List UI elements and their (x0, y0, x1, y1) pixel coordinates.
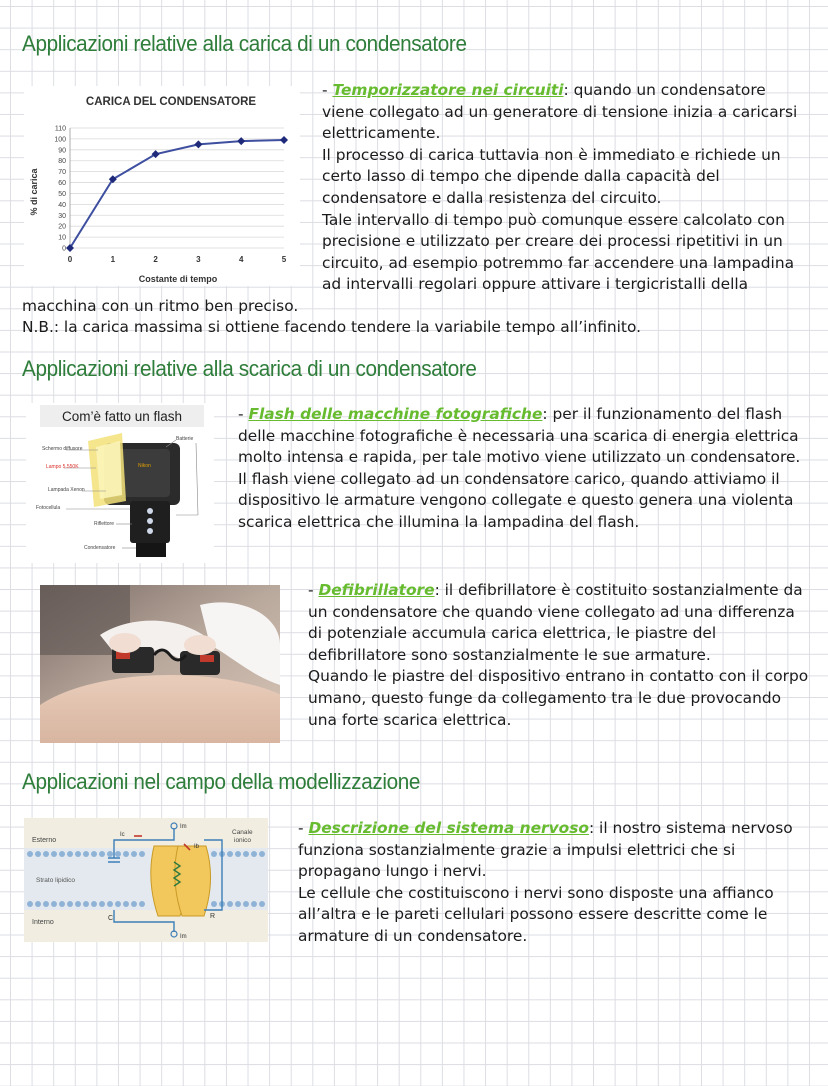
flash-label-condensatore: Condensatore (84, 545, 116, 551)
lipid-head (83, 851, 89, 857)
chart-x-tick-label: 1 (110, 255, 116, 264)
chart-y-tick-label: 40 (58, 201, 66, 209)
lipid-head (259, 901, 265, 907)
flash-label-batterie: Batterie (176, 436, 194, 442)
chart-y-tick-label: 90 (58, 147, 66, 155)
lipid-head (107, 851, 113, 857)
keyword-defibrillatore: Defibrillatore (318, 581, 435, 599)
lipid-head (107, 901, 113, 907)
chart-x-tick-label: 4 (238, 255, 244, 264)
lipid-head (51, 851, 57, 857)
membrane-diagram (24, 818, 268, 942)
chart-points (66, 136, 288, 252)
flash-figure-title: Com’è fatto un flash (61, 409, 183, 424)
lipid-head (35, 851, 41, 857)
lipid-head (27, 851, 33, 857)
lipid-head (235, 851, 241, 857)
lipid-head (243, 851, 249, 857)
flash-text: - Flash delle macchine fotografiche: per il funzionamento del flash delle macchine fotografiche è necessaria una scarica di energia elettrica molto intensa e rapida, per tale motivo viene utilizzato un condensatore. Il flash viene collegato ad un condensatore carico, quando attiviamo il dispositivo le armature vengono collegate e questo genera una violenta scarica elettrica che illumina la lampadina del flash. (238, 404, 810, 534)
membrane-c: C (108, 915, 114, 922)
flash-figure (26, 403, 214, 563)
membrane-strato: Strato lipidico (36, 877, 76, 884)
lipid-head (251, 851, 257, 857)
lipid-head (227, 901, 233, 907)
chart-xlabel: Costante di tempo (138, 274, 218, 284)
chart-series-line (70, 140, 284, 248)
lipid-head (243, 901, 249, 907)
membrane-esterno: Esterno (32, 837, 57, 844)
chart-x-tick-label: 5 (281, 255, 287, 264)
membrane-interno: Interno (32, 919, 54, 926)
membrane-ib: Ib (194, 844, 200, 850)
svg-text:Nikon: Nikon (138, 463, 151, 469)
lipid-head (123, 901, 129, 907)
chart-x-tick-label: 3 (196, 255, 201, 264)
lipid-head (115, 901, 121, 907)
chart-y-tick-label: 60 (58, 180, 66, 188)
defib-text: - Defibrillatore: il defibrillatore è costituito sostanzialmente da un condensatore che quando viene collegato ad una differenza di potenziale accumula carica elettrica, le piastre del defibrillatore sono sostanzialmente le sue armature. Quando le piastre del dispositivo entrano in contatto con il corpo umano, questo funge da collegamento tra le due provocando una forte scarica elettrica. (308, 580, 812, 731)
defibrillator-illustration (40, 585, 280, 743)
carica-nb: N.B.: la carica massima si ottiene facendo tendere la variabile tempo all’infinito. (22, 318, 641, 336)
chart-title: CARICA DEL CONDENSATORE (85, 96, 257, 108)
lipid-head (75, 851, 81, 857)
chart-y-tick-label: 20 (58, 223, 66, 231)
membrane-canale-1: Canale (232, 829, 253, 836)
section-title-scarica: Applicazioni relative alla scarica di un condensatore (22, 356, 477, 381)
lipid-head (211, 851, 217, 857)
lipid-head (211, 901, 217, 907)
lipid-head (59, 901, 65, 907)
chart-x-tick-label: 0 (67, 255, 73, 264)
defib-p2: Quando le piastre del dispositivo entrano in contatto con il corpo umano, questo funge da collegamento tra le due provocando una forte scarica elettrica. (308, 667, 809, 729)
keyword-sistema-nervoso: Descrizione del sistema nervoso (308, 819, 589, 837)
flash-p2: Il flash viene collegato ad un condensatore carico, quando attiviamo il dispositivo le armature vengono collegate e questo genera una violenta scarica elettrica che illumina la lampadina del flash. (238, 469, 794, 531)
lipid-head (131, 901, 137, 907)
chart-grid (70, 128, 284, 248)
lipid-head (259, 851, 265, 857)
charge-chart (24, 86, 300, 286)
keyword-flash: Flash delle macchine fotografiche (248, 405, 543, 423)
flash-label-lampo: Lampo 5.550K (46, 464, 79, 470)
carica-p2: Il processo di carica tuttavia non è immediato e richiede un certo lasso di tempo che dipende dalla capacità del condensatore e dalla resistenza del circuito. (322, 145, 781, 207)
lipid-head (43, 851, 49, 857)
lipid-head (115, 851, 121, 857)
lipid-head (43, 901, 49, 907)
membrane-r: R (210, 913, 216, 920)
defibrillator-photo (40, 585, 280, 743)
nervoso-text: - Descrizione del sistema nervoso: il nostro sistema nervoso funziona sostanzialmente grazie a impulsi elettrici che si propagano lungo i nervi. Le cellule che costituiscono i nervi sono disposte una affianco all’altra e le pareti cellulari possono essere descritte come le armature di un condensatore. (298, 818, 810, 948)
chart-y-tick-label: 10 (58, 234, 66, 242)
lipid-head (67, 851, 73, 857)
lipid-head (99, 901, 105, 907)
chart-point (237, 137, 245, 145)
flash-label-schermo: Schermo diffusore (42, 446, 83, 452)
lipid-head (91, 851, 97, 857)
nervoso-p2: Le cellule che costituiscono i nervi sono disposte una affianco all’altra e le pareti cellulari possono essere descritte come le armature di un condensatore. (298, 883, 774, 945)
lipid-head (251, 901, 257, 907)
chart-y-tick-label: 70 (58, 169, 66, 177)
lipid-head (51, 901, 57, 907)
flash-label-riflettore: Riflettore (94, 521, 115, 527)
lipid-head (91, 901, 97, 907)
flash-label-fotocellula: Fotocellula (36, 505, 61, 511)
membrane-ic: Ic (120, 832, 125, 838)
chart-x-ticks (68, 255, 287, 264)
chart-y-tick-label: 30 (58, 212, 66, 220)
lipid-head (35, 901, 41, 907)
chart-y-tick-label: 50 (58, 190, 66, 198)
lipid-head (27, 901, 33, 907)
lipid-head (99, 851, 105, 857)
lipid-head (59, 851, 65, 857)
charge-chart-svg (24, 86, 300, 286)
carica-p3: Tale intervallo di tempo può comunque essere calcolato con precisione e utilizzato per creare dei processi ripetitivi in un circuito, ad esempio potremmo far accendere una lampadina ad intervalli regolari oppure attivare i tergicristalli della (322, 210, 795, 294)
lipid-head (139, 901, 145, 907)
section-title-carica: Applicazioni relative alla carica di un condensatore (22, 31, 467, 56)
lipid-head (235, 901, 241, 907)
chart-x-tick-label: 2 (153, 255, 158, 264)
lipid-head (139, 851, 145, 857)
carica-cont: macchina con un ritmo ben preciso. (22, 297, 299, 315)
section-title-modellizzazione: Applicazioni nel campo della modellizzazione (22, 769, 421, 794)
lipid-head (227, 851, 233, 857)
chart-y-tick-label: 80 (58, 158, 66, 166)
membrane-im-top: Im (180, 824, 187, 830)
chart-y-tick-label: 100 (54, 136, 66, 144)
flash-label-lampada: Lampada Xenon (48, 487, 85, 493)
chart-point (194, 140, 202, 148)
lipid-head (131, 851, 137, 857)
carica-text: - Temporizzatore nei circuiti: quando un condensatore viene collegato ad un generatore di tensione inizia a caricarsi elettricamente. Il processo di carica tuttavia non è immediato e richiede un certo lasso di tempo che dipende dalla capacità del condensatore e dalla resistenza del circuito. Tale intervallo di tempo può comunque essere calcolato con precisione e utilizzato per creare dei processi ripetitivi in un circuito, ad esempio potremmo far accendere una lampadina ad intervalli regolari oppure attivare i tergicristalli della (322, 80, 812, 296)
membrane-im-bot: Im (180, 934, 187, 940)
chart-point (280, 136, 288, 144)
membrane-canale-2: ionico (234, 837, 251, 844)
flash-diagram (26, 403, 214, 563)
membrane-figure (24, 818, 268, 942)
chart-ylabel: % di carica (29, 168, 39, 216)
chart-y-tick-label: 0 (62, 245, 66, 253)
lipid-head (83, 901, 89, 907)
lipid-head (75, 901, 81, 907)
keyword-temporizzatore: Temporizzatore nei circuiti (332, 81, 564, 99)
lipid-head (123, 851, 129, 857)
chart-y-ticks (54, 126, 66, 253)
lipid-head (67, 901, 73, 907)
chart-y-tick-label: 110 (54, 125, 66, 133)
